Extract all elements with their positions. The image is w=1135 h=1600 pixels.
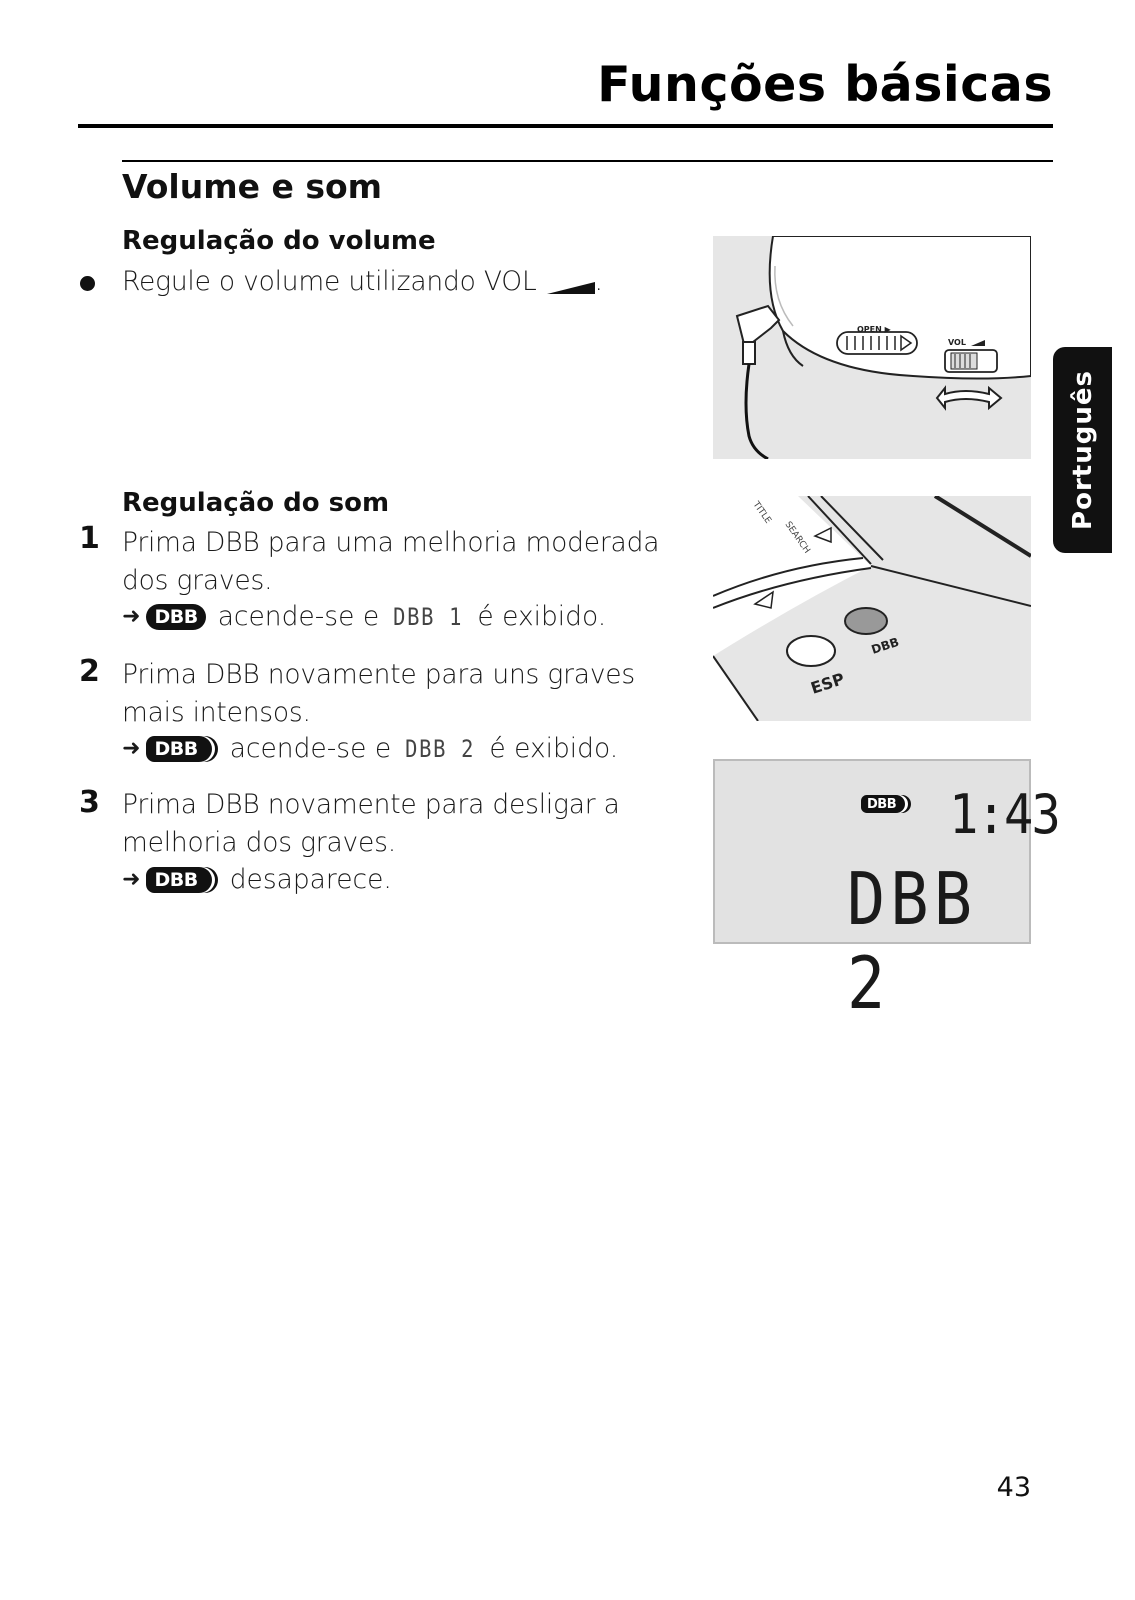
step-result: ➜ DBB acende-se e DBB 2 é exibido.: [122, 733, 619, 764]
player-volume-figure: [713, 236, 1031, 459]
dbb-badge-icon: DBB: [861, 795, 905, 813]
dbb-label: DBB: [869, 634, 901, 657]
lcd-text: DBB 1: [393, 602, 464, 631]
dbb-badge-icon: DBB: [146, 604, 205, 630]
step-number: 1: [79, 521, 100, 556]
volume-wedge-icon: [547, 278, 595, 294]
step-result: ➜ DBB desaparece.: [122, 864, 392, 895]
dbb-badge-icon: DBB: [146, 867, 211, 893]
open-label: OPEN ▶: [857, 325, 891, 334]
step-text: Prima DBB novamente para uns graves mais intensos.: [122, 659, 636, 728]
title-label: TITLE: [750, 499, 773, 526]
volume-instruction: Regule o volume utilizando VOL .: [122, 266, 603, 297]
lcd-display-figure: [713, 759, 1059, 1025]
volume-heading: Regulação do volume: [122, 226, 436, 256]
esp-label: ESP: [808, 669, 847, 698]
sound-heading: Regulação do som: [122, 488, 390, 518]
page-number: 43: [996, 1472, 1031, 1503]
dbb-button-figure: [713, 496, 1031, 721]
lcd-time: 1:43: [949, 783, 1059, 846]
dbb-button-icon: [845, 608, 887, 634]
language-tab: [1053, 347, 1112, 553]
bullet-icon: [80, 276, 95, 291]
esp-button-icon: [787, 636, 835, 666]
search-label: SEARCH: [782, 519, 812, 556]
dbb-badge-icon: DBB: [146, 736, 211, 762]
arrow-icon: ➜: [122, 736, 141, 761]
section-title: Volume e som: [122, 167, 383, 206]
section-rule: [122, 160, 1053, 162]
step-number: 3: [79, 785, 100, 820]
step-number: 2: [79, 654, 100, 689]
page-title: Funções básicas: [597, 56, 1053, 113]
header-rule: [78, 124, 1053, 128]
step-result: ➜ DBB acende-se e DBB 1 é exibido.: [122, 601, 607, 632]
vol-label: VOL: [948, 338, 966, 347]
arrow-icon: ➜: [122, 604, 141, 629]
arrow-icon: ➜: [122, 867, 141, 892]
language-label: Português: [1067, 370, 1098, 530]
step-text: Prima DBB novamente para desligar a melhoria dos graves.: [122, 789, 620, 858]
lcd-mode: DBB 2: [847, 857, 978, 1025]
lcd-text: DBB 2: [405, 734, 476, 763]
step-text: Prima DBB para uma melhoria moderada dos graves.: [122, 527, 660, 596]
